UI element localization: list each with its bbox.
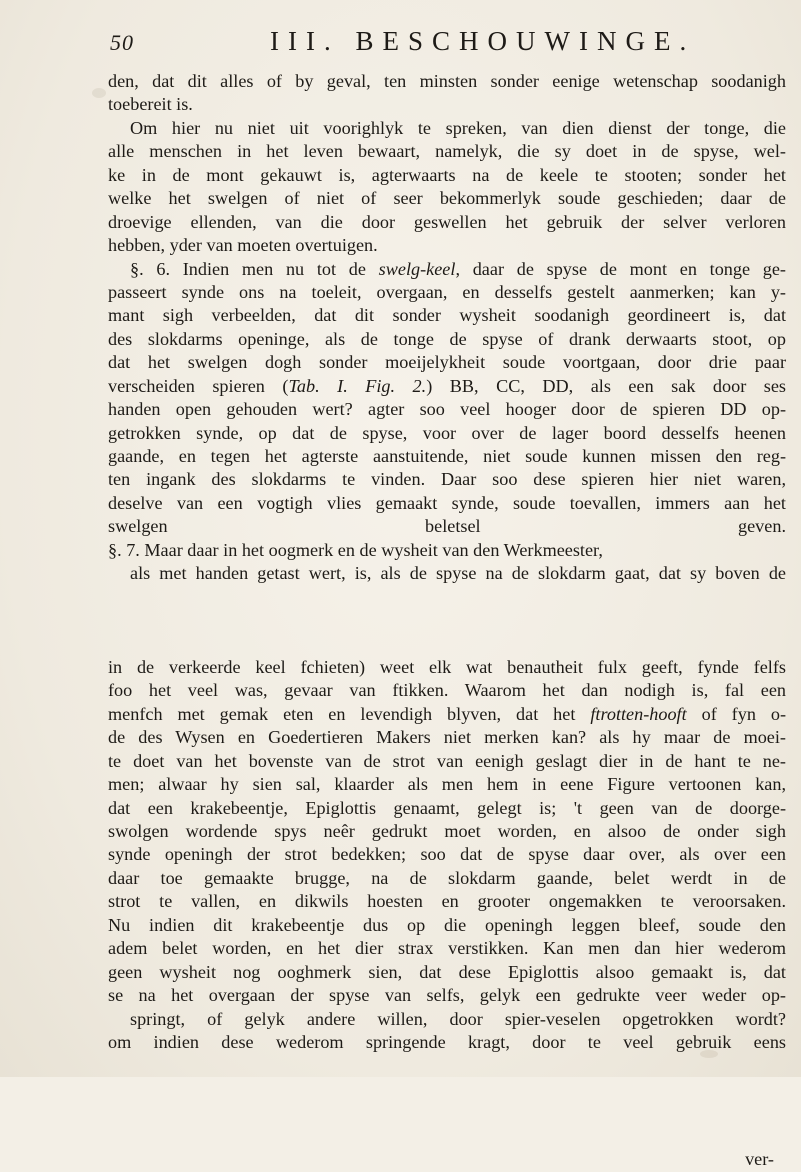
text-line: swelgen beletsel geven. — [108, 516, 786, 537]
text-line: alle menschen in het leven bewaart, namelyk, die sy doet in de spyse, wel- — [108, 141, 786, 162]
text-line: om indien dese wederom springende kragt, door te veel gebruik eens — [108, 1031, 786, 1052]
text-line: welke het swelgen of niet of seer bekommerlyk soude geschieden; daar de — [108, 188, 786, 209]
text-line: springt, of gelyk andere willen, door spier-veselen opgetrokken wordt? — [130, 1008, 786, 1029]
text-line — [108, 586, 786, 609]
text-line: den, dat dit alles of by geval, ten minsten sonder eenige wetenschap soodanigh — [108, 71, 786, 91]
text-line: als met handen getast wert, is, als de spyse na de slokdarm gaat, dat sy boven de — [130, 563, 786, 584]
text-line: adem belet worden, en het dier strax verstikken. Kan men dan hier wederom — [108, 938, 786, 959]
text-line — [108, 1125, 786, 1148]
text-line: synde openingh der strot bedekken; soo dat de spyse daar over, als over een — [108, 844, 786, 865]
text-line — [108, 1101, 786, 1124]
text-line: de des Wysen en Goedertieren Makers niet merken kan? als hy maar de moei- — [108, 727, 786, 748]
text-line — [108, 375, 786, 398]
text-line: ke in de mont gekauwt is, agterwaarts na de keele te stooten; sonder het — [108, 164, 786, 185]
page-header — [110, 26, 770, 62]
catchword: ver- — [745, 1149, 774, 1170]
text-line: mant sigh verbeelden, dat dit sonder wysheit soodanigh geordineert is, dat — [108, 305, 786, 326]
text-line: Om hier nu niet uit voorighlyk te spreken, van dien dienst der tonge, die — [130, 117, 786, 138]
text-line: getrokken synde, op dat de spyse, voor over de lager boord desselfs heenen — [108, 422, 786, 443]
text-line — [108, 258, 786, 281]
term-strotten-hooft: ftrotten-hooft — [590, 703, 687, 724]
text-line: ten ingank des slokdarms te vinden. Daar soo dese spieren hier niet waren, — [108, 469, 786, 490]
text-line: §. 7. Maar daar in het oogmerk en de wysheit van den Werkmeester, — [108, 539, 603, 560]
body-text — [108, 70, 786, 1172]
page-number: 50 — [110, 30, 134, 55]
text-line: se na het overgaan der spyse van selfs, gelyk een gedrukte veer weder op- — [108, 985, 786, 1006]
line-part: verscheiden spieren ( — [108, 375, 289, 396]
text-line: in de verkeerde keel fchieten) weet elk wat benautheit fulx geeft, fynde felfs — [108, 656, 786, 677]
text-line: droevige ellenden, van die door geswellen het gebruik der selver verloren — [108, 211, 786, 232]
text-line: passeert synde ons na toeleit, overgaan, en desselfs gestelt aanmerken; kan y- — [108, 281, 786, 302]
section-6-start: §. 6. Indien men nu tot de — [130, 258, 379, 279]
text-line: deselve van een vogtigh vlies gemaakt synde, soude toevallen, immers aan het — [108, 492, 786, 513]
text-line: foo het veel was, gevaar van ftikken. Waarom het dan nodigh is, fal een — [108, 680, 786, 701]
text-line: gaande, en tegen het agterste aanstuitende, niet soude kunnen missen den reg- — [108, 446, 786, 466]
text-line: dat het swelgen dogh sonder moeijelykheit soude voortgaan, door drie paar — [108, 352, 786, 373]
line-part: ) BB, CC, DD, als een sak door ses — [426, 375, 786, 396]
text-line: strot te vallen, en dikwils hoesten en grooter ongemakken te veroorsaken. — [108, 891, 786, 912]
text-line: swolgen wordende spys neêr gedrukt moet worden, en alsoo de onder sigh — [108, 821, 786, 841]
text-line: dat een krakebeentje, Epiglottis genaamt, gelegt is; 't geen van de doorge- — [108, 797, 786, 818]
text-line: des slokdarms openinge, als de tonge de spyse of drank derwaarts stoot, op — [108, 328, 786, 349]
running-title: III. BESCHOUWINGE. — [270, 26, 696, 56]
paper-stain — [92, 88, 106, 98]
line-part: of fyn o- — [686, 703, 786, 724]
text-line — [108, 1054, 786, 1077]
text-line — [108, 867, 786, 890]
text-line: geen wysheit nog ooghmerk sien, dat dese Epiglottis alsoo gemaakt is, dat — [108, 961, 786, 982]
text-line — [108, 703, 786, 726]
text-line: Nu indien dit krakebeentje dus op die openingh leggen bleef, soude den — [108, 914, 786, 935]
line-part: menfch met gemak eten en levendigh blyven, dat het — [108, 703, 591, 724]
text-line: handen open gehouden wert? agter soo veel hooger door de spieren DD op- — [108, 399, 786, 420]
line-part: daar toe gemaakte brugge, na de slokdarm gaande, belet werdt in de — [108, 867, 786, 888]
text-line — [108, 1078, 786, 1101]
section-6-rest: , daar de spyse de mont en tonge ge- — [455, 258, 786, 279]
figure-reference: Tab. I. Fig. 2. — [288, 375, 427, 396]
text-line: toebereit is. — [108, 94, 193, 115]
text-line: men; alwaar hy sien sal, klaarder als men hem in eene Figure vertoonen kan, — [108, 774, 786, 795]
text-line — [108, 633, 786, 656]
text-line: te doet van het bovenste van de strot van eenigh geslagt dier in de hant te ne- — [108, 750, 786, 771]
term-fwelg-keel: swelg-keel — [378, 258, 456, 279]
text-line — [108, 609, 786, 632]
text-line: hebben, yder van moeten overtuigen. — [108, 235, 378, 256]
